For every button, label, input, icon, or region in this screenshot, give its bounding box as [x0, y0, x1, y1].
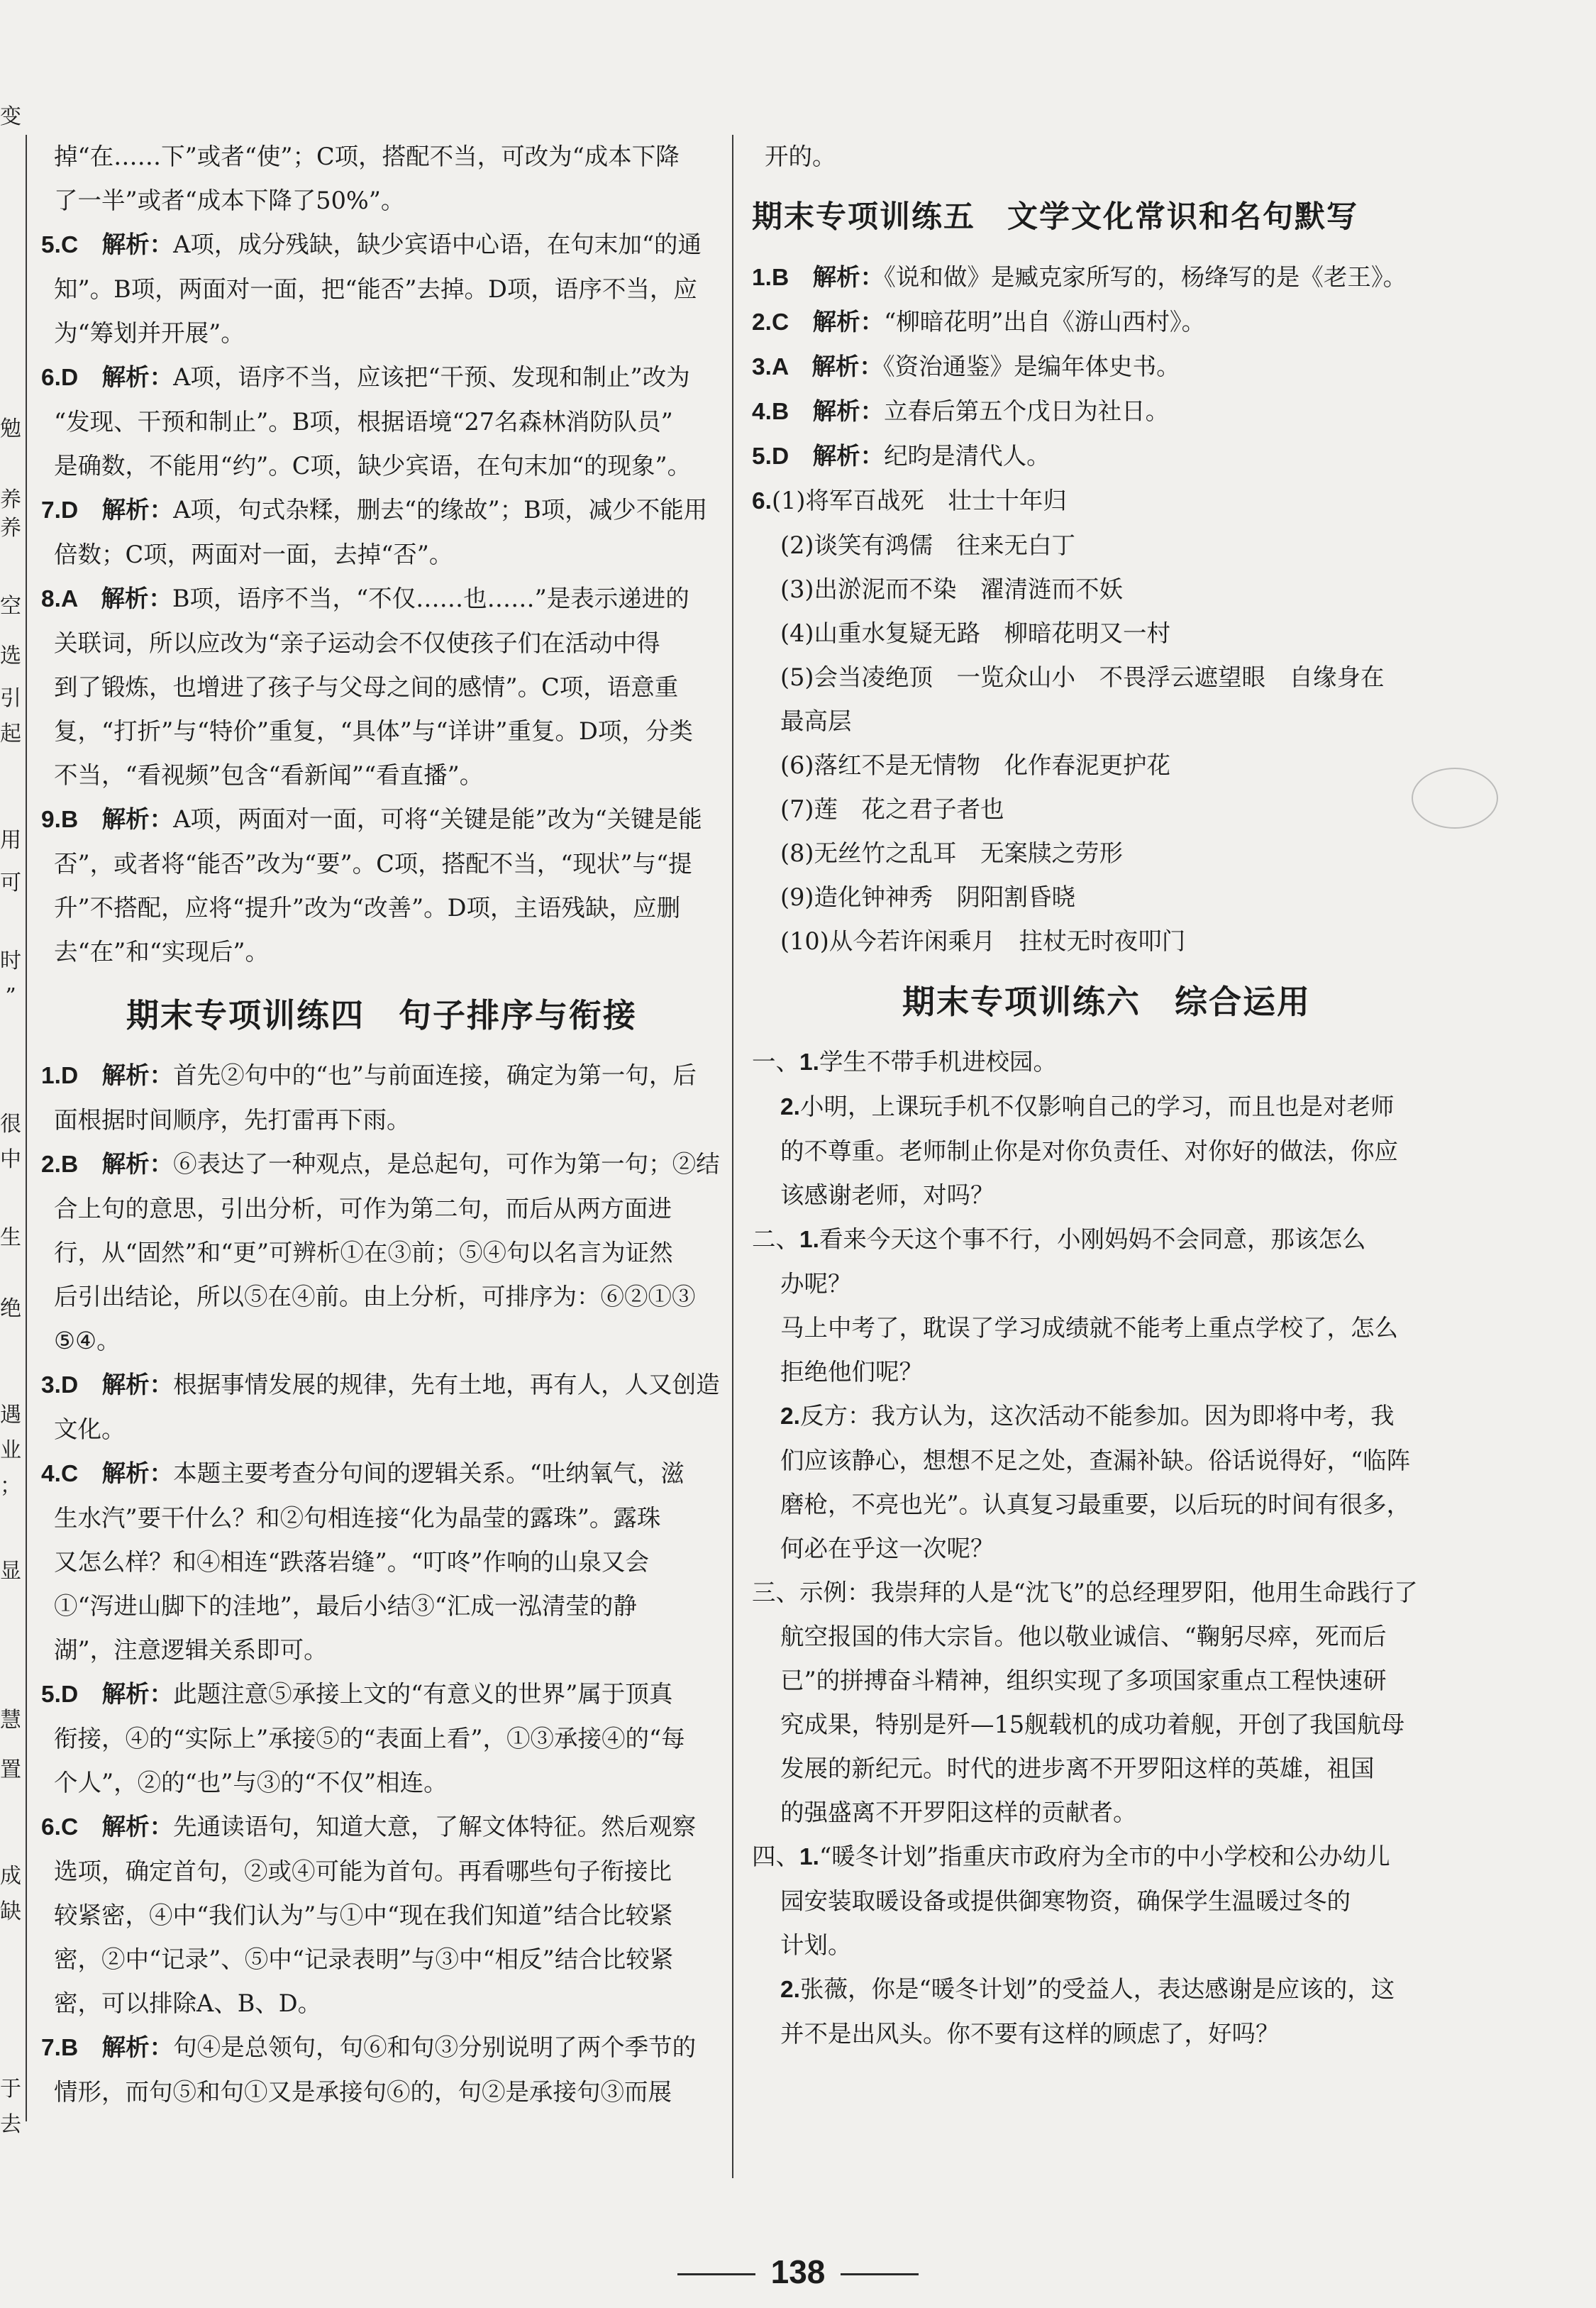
poem-line [752, 568, 1461, 612]
margin-fragment: ； [0, 1474, 21, 1498]
item-number: 5.D [752, 443, 813, 470]
answer-line [41, 2070, 722, 2114]
answer-line [41, 355, 722, 400]
margin-fragment: 置 [0, 1757, 21, 1782]
answer-text: 们应该静心，想想不足之处，查漏补缺。俗话说得好，“临阵 [780, 1447, 1411, 1474]
stamp-seal [1412, 768, 1498, 829]
answer-line [41, 1054, 722, 1098]
answer-line [752, 1527, 1461, 1571]
item-number: 1. [799, 1844, 819, 1870]
margin-fragment: 业 [0, 1438, 21, 1463]
answer-text: 《资治通鉴》是编年体史书。 [882, 353, 1180, 380]
answer-text: (4)山重水复疑无路 柳暗花明又一村 [780, 619, 1170, 647]
analysis-label: 解析： [101, 496, 174, 524]
answer-text: 磨枪，不亮也光”。认真复习最重要，以后玩的时间有很多， [780, 1491, 1411, 1518]
section-mark: 四、 [752, 1843, 799, 1870]
item-number: 6. [752, 488, 772, 514]
answer-line [41, 1717, 722, 1761]
answer-text: 密，②中“记录”、⑤中“记录表明”与③中“相反”结合比较紧 [54, 1945, 674, 1973]
item-number: 1. [799, 1049, 819, 1076]
answer-text: 湖”，注意逻辑关系即可。 [54, 1636, 328, 1664]
section-mark: 一、 [752, 1048, 799, 1076]
section-heading: 期末专项训练四 句子排序与衔接 [126, 996, 637, 1034]
item-number: 7.D [41, 497, 102, 524]
answer-text: 升”不搭配，应将“提升”改为“改善”。D项，主语残缺，应删 [54, 894, 680, 922]
answer-text: 反方：我方认为，这次活动不能参加。因为即将中考，我 [799, 1402, 1395, 1430]
answer-text: (7)莲 花之君子者也 [780, 795, 1004, 823]
answer-line [41, 1408, 722, 1452]
answer-text: (1)将军百战死 壮士十年归 [771, 487, 1067, 514]
answer-text: 纪昀是清代人。 [884, 442, 1051, 470]
item-number: 3.A [752, 354, 812, 380]
analysis-label: 解析： [101, 585, 172, 612]
answer-line [752, 1130, 1461, 1174]
margin-fragment: ” [5, 984, 16, 1009]
analysis-label: 解析： [101, 1150, 174, 1178]
answer-text: 面根据时间顺序，先打雷再下雨。 [54, 1106, 411, 1134]
answer-text: (9)造化钟神秀 阴阳割昏晓 [780, 883, 1075, 911]
answer-line [752, 390, 1461, 434]
page-number: 138 [770, 2253, 826, 2290]
answer-line [752, 1967, 1461, 2012]
answer-text: 知”。B项，两面对一面，把“能否”去掉。D项，语序不当，应 [54, 275, 697, 303]
answer-text: 又怎么样？和④相连“跌落岩缝”。“叮咚”作响的山泉又会 [54, 1548, 650, 1576]
margin-fragment: 缺 [0, 1899, 21, 1924]
margin-fragment: 起 [0, 722, 21, 746]
answer-line [41, 753, 722, 797]
margin-fragment: 勉 [0, 416, 21, 441]
answer-line [41, 930, 722, 974]
answer-line [41, 400, 722, 444]
right-column [752, 135, 1461, 2056]
answer-text: 的不尊重。老师制止你是对你负责任、对你好的做法，你应 [780, 1137, 1398, 1165]
item-number: 5.C [41, 232, 102, 258]
margin-fragment: 成 [0, 1864, 21, 1889]
item-number: 5.D [41, 1682, 102, 1708]
column-divider [732, 135, 733, 2178]
analysis-label: 解析： [812, 442, 885, 470]
answer-text: 拒绝他们呢？ [780, 1358, 923, 1386]
analysis-label: 解析： [812, 263, 885, 291]
answer-text: 合上句的意思，引出分析，可作为第二句，而后从两方面进 [54, 1195, 672, 1222]
answer-line [752, 2012, 1461, 2056]
answer-text: 何必在乎这一次呢？ [780, 1535, 994, 1562]
answer-line [41, 842, 722, 886]
answer-line [752, 1262, 1461, 1306]
answer-line [752, 1483, 1461, 1527]
answer-text: 园安装取暖设备或提供御寒物资，确保学生温暖过冬的 [780, 1887, 1351, 1915]
answer-text: A项，成分残缺，缺少宾语中心语，在句末加“的通 [173, 231, 702, 258]
answer-line [41, 1275, 722, 1319]
answer-text: 情形，而句⑤和句①又是承接句⑥的，句②是承接句③而展 [54, 2078, 672, 2106]
answer-line [752, 1439, 1461, 1483]
poem-line [752, 788, 1461, 832]
item-number: 3.D [41, 1372, 102, 1398]
answer-line [41, 622, 722, 666]
answer-text: 航空报国的伟大宗旨。他以敬业诚信、“鞠躬尽瘁，死而后 [780, 1623, 1387, 1650]
answer-text: 发展的新纪元。时代的进步离不开罗阳这样的英雄，祖国 [780, 1755, 1375, 1782]
answer-line [752, 1659, 1461, 1703]
margin-fragment: 遇 [0, 1403, 21, 1428]
margin-fragment: 显 [0, 1559, 21, 1584]
answer-text: (2)谈笑有鸿儒 往来无白丁 [780, 531, 1075, 559]
answer-text: 计划。 [780, 1931, 852, 1959]
item-number: 2.B [41, 1152, 102, 1178]
item-number: 1.B [752, 265, 813, 291]
answer-text: 根据事情发展的规律，先有土地，再有人，人又创造 [173, 1371, 720, 1398]
poem-line [752, 876, 1461, 920]
answer-text: 办呢？ [780, 1270, 852, 1298]
analysis-label: 解析： [101, 1061, 174, 1089]
answer-text: 复，“打折”与“特价”重复，“具体”与“详讲”重复。D项，分类 [54, 717, 693, 745]
item-number: 2.C [752, 309, 813, 336]
answer-text: 此题注意⑤承接上文的“有意义的世界”属于顶真 [173, 1680, 673, 1708]
answer-line [41, 267, 722, 311]
answer-text: 学生不带手机进校园。 [819, 1048, 1057, 1076]
answer-line [41, 577, 722, 622]
poem-line [752, 832, 1461, 876]
margin-fragment: 慧 [0, 1708, 21, 1733]
answer-line [41, 886, 722, 930]
page-footer [0, 2253, 1596, 2291]
item-number: 1. [799, 1227, 819, 1253]
answer-text: 生水汽”要干什么？和②句相连接“化为晶莹的露珠”。露珠 [54, 1504, 661, 1532]
answer-text: 首先②句中的“也”与前面连接，确定为第一句，后 [173, 1061, 697, 1089]
answer-line [752, 434, 1461, 479]
analysis-label: 解析： [101, 231, 174, 258]
section-mark: 三、 [752, 1579, 799, 1606]
answer-text: 句④是总领句，句⑥和句③分别说明了两个季节的 [173, 2033, 697, 2061]
answer-line [752, 1747, 1461, 1791]
analysis-label: 解析： [101, 363, 174, 391]
answer-line [41, 1894, 722, 1938]
answer-line [41, 1761, 722, 1805]
poem-line [752, 656, 1461, 700]
answer-line [752, 1879, 1461, 1923]
answer-text: 《说和做》是臧克家所写的，杨绛写的是《老王》。 [884, 263, 1407, 291]
answer-text: 关联词，所以应改为“亲子运动会不仅使孩子们在活动中得 [54, 629, 660, 657]
answer-line [752, 1350, 1461, 1394]
margin-fragment: 选 [0, 644, 21, 668]
answer-line [41, 444, 722, 488]
answer-text: 本题主要考查分句间的逻辑关系。“吐纳氧气，滋 [173, 1459, 685, 1487]
poem-line [752, 479, 1461, 524]
answer-line [41, 666, 722, 709]
answer-text: 不当，“看视频”包含“看新闻”“看直播”。 [54, 761, 484, 789]
answer-text: 并不是出风头。你不要有这样的顾虑了，好吗？ [780, 2020, 1280, 2048]
answer-line [41, 1850, 722, 1894]
answer-line [752, 1085, 1461, 1130]
answer-line [752, 1306, 1461, 1350]
margin-fragment: 生 [0, 1225, 21, 1250]
answer-text: 到了锻炼，也增进了孩子与父母之间的感情”。C项，语意重 [54, 673, 679, 701]
answer-line [752, 1791, 1461, 1835]
margin-fragment: 中 [0, 1147, 21, 1172]
answer-line [752, 1174, 1461, 1218]
answer-line [752, 1615, 1461, 1659]
margin-fragment: 用 [0, 828, 21, 853]
answer-line [41, 1231, 722, 1275]
answer-line [41, 311, 722, 355]
answer-text: 该感谢老师，对吗？ [780, 1181, 994, 1209]
margin-fragment: 去 [0, 2112, 21, 2137]
margin-fragment: 可 [0, 871, 21, 895]
answer-text: ⑥表达了一种观点，是总起句，可作为第一句；②结 [173, 1150, 720, 1178]
item-number: 2. [780, 1977, 800, 2003]
answer-line [752, 1571, 1461, 1615]
answer-line [41, 1584, 722, 1628]
item-number: 6.D [41, 365, 102, 391]
margin-fragment: 引 [0, 686, 21, 711]
answer-line [41, 1672, 722, 1717]
left-column [41, 135, 722, 2114]
answer-text: 先通读语句，知道大意，了解文体特征。然后观察 [173, 1813, 697, 1840]
answer-text: A项，语序不当，应该把“干预、发现和制止”改为 [173, 363, 690, 391]
answer-text: 去“在”和“实现后”。 [54, 938, 270, 966]
item-number: 7.B [41, 2035, 102, 2061]
answer-line [41, 709, 722, 753]
answer-text: “发现、干预和制止”。B项，根据语境“27名森林消防队员” [54, 408, 673, 436]
answer-line [752, 1703, 1461, 1747]
answer-text: 文化。 [54, 1415, 126, 1443]
answer-line [41, 1319, 722, 1363]
poem-line [752, 920, 1461, 963]
answer-line [41, 488, 722, 533]
item-number: 8.A [41, 586, 101, 612]
answer-line [41, 1628, 722, 1672]
item-number: 6.C [41, 1814, 102, 1840]
item-number: 9.B [41, 807, 102, 833]
analysis-label: 解析： [812, 308, 885, 336]
answer-text: 为“筹划并开展”。 [54, 319, 245, 347]
margin-fragment: 很 [0, 1112, 21, 1137]
section-heading: 期末专项训练五 文学文化常识和名句默写 [752, 199, 1358, 235]
answer-text: 密，可以排除A、B、D。 [54, 1989, 322, 2017]
item-number: 4.C [41, 1461, 102, 1487]
answer-line [752, 1218, 1461, 1262]
answer-text: 衔接，④的“实际上”承接⑤的“表面上看”，①③承接④的“每 [54, 1725, 685, 1752]
poem-line [752, 612, 1461, 656]
answer-text: 的强盛离不开罗阳这样的贡献者。 [780, 1799, 1137, 1826]
answer-line: 了一半”或者“成本下降了50%”。 [54, 187, 405, 214]
answer-text: 张薇，你是“暖冬计划”的受益人，表达感谢是应该的，这 [799, 1975, 1395, 2003]
answer-line [752, 1394, 1461, 1439]
answer-line [41, 1805, 722, 1850]
answer-line [41, 1938, 722, 1982]
column-divider [26, 135, 27, 2121]
poem-line [752, 744, 1461, 788]
answer-text: 最高层 [780, 707, 852, 735]
answer-text: 倍数；C项，两面对一面，去掉“否”。 [54, 541, 453, 568]
answer-text: 示例：我崇拜的人是“沈飞”的总经理罗阳，他用生命践行了 [799, 1579, 1418, 1606]
answer-line: 开的。 [765, 143, 836, 170]
item-number: 4.B [752, 399, 813, 425]
item-number: 2. [780, 1403, 800, 1430]
answer-line [41, 1540, 722, 1584]
answer-text: 小明，上课玩手机不仅影响自己的学习，而且也是对老师 [799, 1093, 1395, 1120]
analysis-label: 解析： [101, 1371, 174, 1398]
analysis-label: 解析： [811, 353, 883, 380]
item-number: 2. [780, 1094, 800, 1120]
answer-text: (8)无丝竹之乱耳 无案牍之劳形 [780, 839, 1123, 867]
answer-line [752, 255, 1461, 300]
answer-line [41, 1142, 722, 1187]
answer-line [752, 345, 1461, 390]
answer-text: 个人”，②的“也”与③的“不仅”相连。 [54, 1769, 448, 1796]
answer-text: (3)出淤泥而不染 濯清涟而不妖 [780, 575, 1123, 603]
answer-line [41, 1187, 722, 1231]
margin-fragment: 时 [0, 949, 21, 973]
answer-text: 马上中考了，耽误了学习成绩就不能考上重点学校了，怎么 [780, 1314, 1398, 1342]
answer-text: 已”的拼搏奋斗精神，组织实现了多项国家重点工程快速研 [780, 1667, 1387, 1694]
answer-text: 选项，确定首句，②或④可能为首句。再看哪些句子衔接比 [54, 1857, 672, 1885]
poem-line [752, 700, 1461, 744]
answer-text: (6)落红不是无情物 化作春泥更护花 [780, 751, 1170, 779]
analysis-label: 解析： [101, 805, 174, 833]
answer-text: ⑤④。 [54, 1327, 121, 1354]
item-number: 1.D [41, 1063, 102, 1089]
answer-text: 究成果，特别是歼—15舰载机的成功着舰，开创了我国航母 [780, 1711, 1405, 1738]
answer-text: A项，句式杂糅，删去“的缘故”；B项，减少不能用 [173, 496, 708, 524]
answer-text: 是确数，不能用“约”。C项，缺少宾语，在句末加“的现象”。 [54, 452, 692, 480]
answer-text: 否”，或者将“能否”改为“要”。C项，搭配不当，“现状”与“提 [54, 850, 692, 878]
answer-text: 后引出结论，所以⑤在④前。由上分析，可排序为：⑥②①③ [54, 1283, 696, 1310]
answer-text: ①“泻进山脚下的洼地”，最后小结③“汇成一泓清莹的静 [54, 1592, 637, 1620]
footer-rule [677, 2273, 755, 2275]
answer-text: “柳暗花明”出自《游山西村》。 [884, 308, 1206, 336]
answer-line [41, 223, 722, 267]
answer-line [41, 1982, 722, 2026]
margin-fragment: 养 [0, 516, 21, 541]
answer-text: (5)会当凌绝顶 一览众山小 不畏浮云遮望眼 自缘身在 [780, 663, 1385, 691]
answer-text: 行，从“固然”和“更”可辨析①在③前；⑤④句以名言为证然 [54, 1239, 673, 1266]
section-heading: 期末专项训练六 综合运用 [902, 983, 1311, 1021]
answer-line: 掉“在……下”或者“使”；C项，搭配不当，可改为“成本下降 [54, 143, 680, 170]
answer-text: B项，语序不当，“不仅……也……”是表示递进的 [172, 585, 689, 612]
answer-line [41, 1496, 722, 1540]
answer-line [41, 533, 722, 577]
analysis-label: 解析： [101, 1459, 174, 1487]
answer-line [752, 1040, 1461, 1085]
analysis-label: 解析： [101, 1813, 174, 1840]
margin-fragment: 空 [0, 594, 21, 619]
analysis-label: 解析： [101, 1680, 174, 1708]
margin-fragment: 变 [0, 104, 21, 129]
margin-fragment: 养 [0, 487, 21, 512]
answer-line [752, 1923, 1461, 1967]
poem-line [752, 524, 1461, 568]
analysis-label: 解析： [812, 397, 885, 425]
margin-fragment: 于 [0, 2077, 21, 2102]
answer-line [41, 797, 722, 842]
section-mark: 二、 [752, 1225, 799, 1253]
answer-line [41, 2026, 722, 2070]
answer-line [752, 300, 1461, 345]
footer-rule [841, 2273, 919, 2275]
answer-text: “暖冬计划”指重庆市政府为全市的中小学校和公办幼儿 [819, 1843, 1390, 1870]
answer-text: 较紧密，④中“我们认为”与①中“现在我们知道”结合比较紧 [54, 1901, 673, 1929]
answer-line [41, 1363, 722, 1408]
answer-text: 看来今天这个事不行，小刚妈妈不会同意，那该怎么 [819, 1225, 1366, 1253]
answer-text: (10)从今若许闲乘月 拄杖无时夜叩门 [780, 927, 1186, 955]
margin-fragment: 绝 [0, 1296, 21, 1321]
answer-text: 立春后第五个戊日为社日。 [884, 397, 1170, 425]
answer-text: A项，两面对一面，可将“关键是能”改为“关键是能 [173, 805, 702, 833]
answer-line [41, 1452, 722, 1496]
analysis-label: 解析： [101, 2033, 174, 2061]
answer-line [752, 1835, 1461, 1879]
answer-line [41, 1098, 722, 1142]
